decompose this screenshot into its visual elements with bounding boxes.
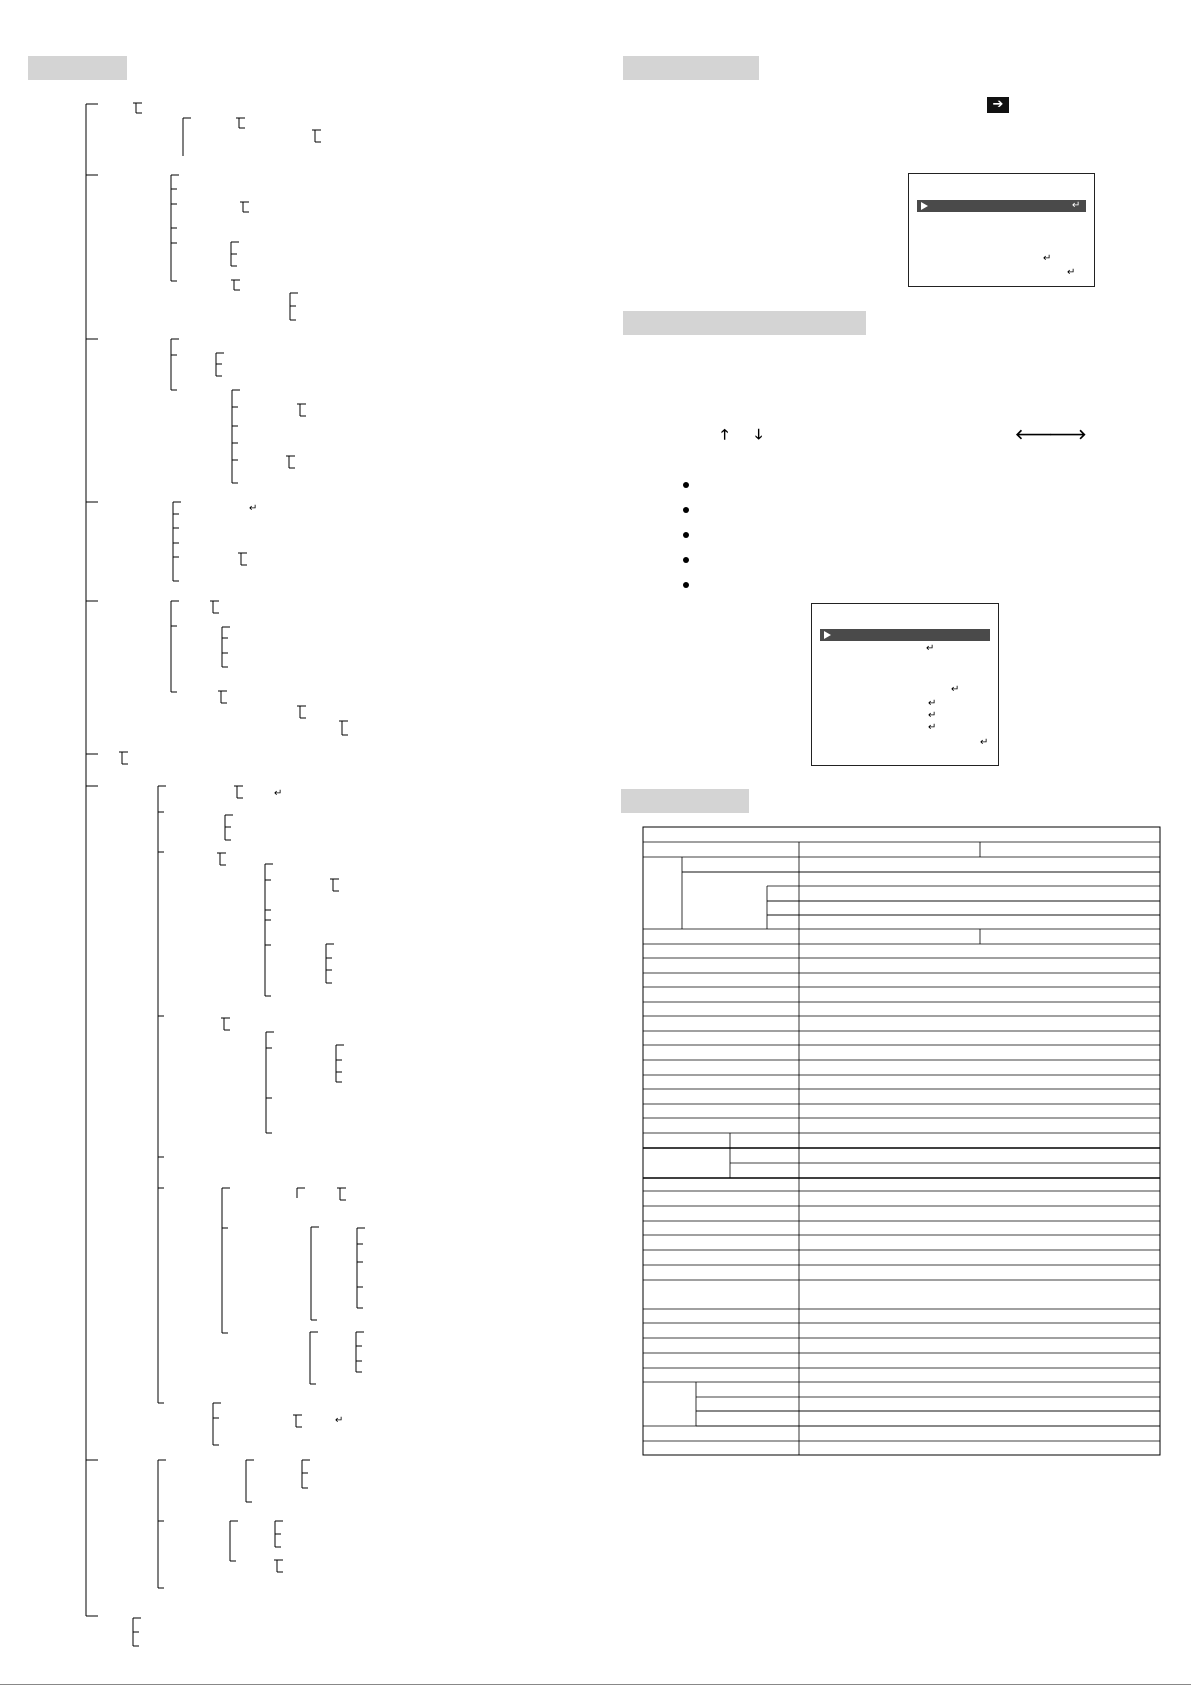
enter-icon: ↵ bbox=[1072, 200, 1081, 211]
enter-icon: ↵ bbox=[249, 503, 258, 514]
enter-icon: ↵ bbox=[335, 1415, 344, 1426]
enter-icon: ↵ bbox=[951, 684, 960, 695]
table-border bbox=[643, 827, 1160, 1455]
enter-icon: ↵ bbox=[980, 737, 989, 748]
enter-icon: ↵ bbox=[928, 698, 937, 709]
enter-icon: ↵ bbox=[926, 643, 935, 654]
next-arrow-icon: ➔ bbox=[987, 97, 1009, 113]
enter-icon: ↵ bbox=[928, 722, 937, 733]
up-arrow-icon: 🡑 bbox=[721, 427, 729, 443]
enter-icon: ↵ bbox=[274, 788, 283, 799]
enter-icon: ↵ bbox=[1067, 267, 1076, 278]
down-arrow-icon: 🡓 bbox=[755, 427, 763, 443]
right-arrow-icon: 🡒 bbox=[1049, 427, 1087, 443]
enter-icon: ↵ bbox=[1043, 253, 1052, 264]
left-arrow-icon: 🡐 bbox=[1015, 427, 1053, 443]
enter-icon: ↵ bbox=[928, 710, 937, 721]
